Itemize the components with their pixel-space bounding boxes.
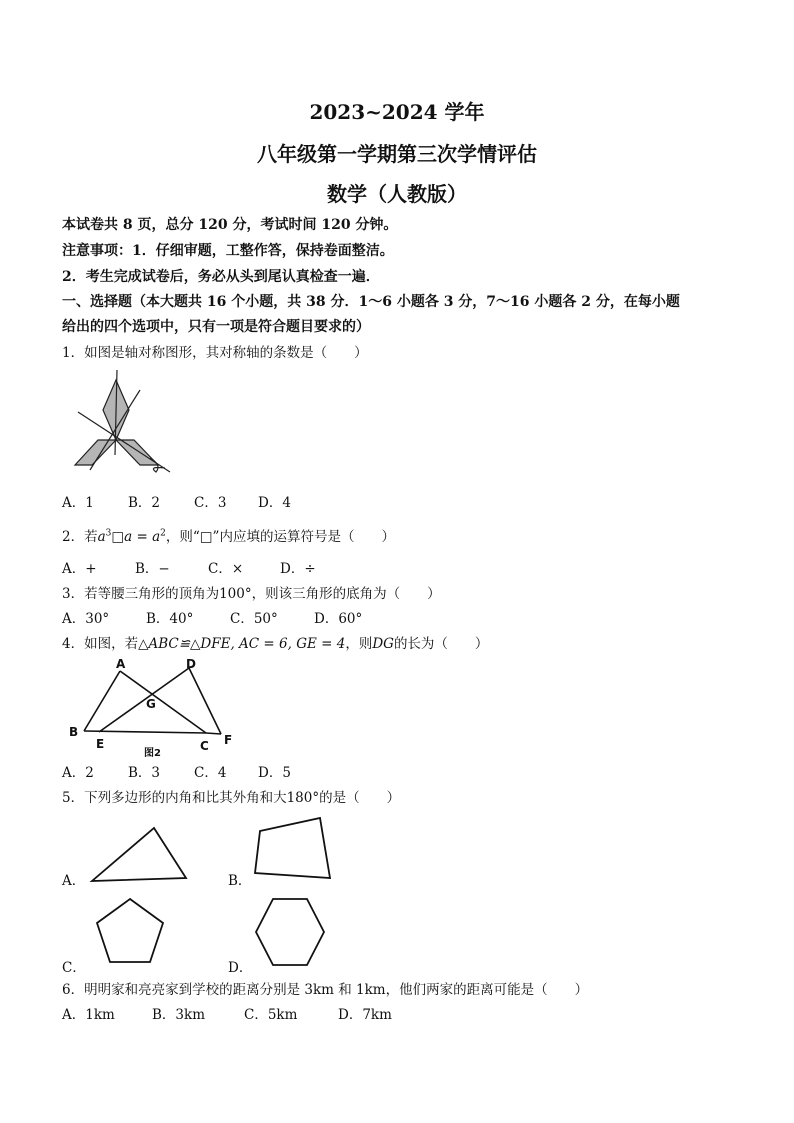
q5-stem: 5．下列多边形的内角和比其外角和大180°的是（ ） <box>62 790 401 806</box>
q1-option-c[interactable]: C．3 <box>194 495 227 511</box>
q1-option-b[interactable]: B．2 <box>128 495 161 511</box>
q4-label-g: G <box>146 697 156 711</box>
q4-option-c[interactable]: C．4 <box>194 765 227 781</box>
q4-stem-mid: ，则 <box>345 636 373 652</box>
q5-quadrilateral <box>250 816 335 884</box>
q4-stem <box>62 632 488 652</box>
q4-figure-caption: 图2 <box>144 748 161 759</box>
q2-expr-base: a <box>97 529 106 545</box>
q1-option-d[interactable]: D．4 <box>258 495 291 511</box>
q2-expr-box: □ <box>111 529 125 545</box>
q5-option-b[interactable]: B． <box>228 873 252 889</box>
notes-line-1: 本试卷共 8 页，总分 120 分，考试时间 120 分钟。 <box>62 217 398 233</box>
q2-option-a[interactable]: A．+ <box>62 561 97 577</box>
q6-stem: 6．明明家和亮亮家到学校的距离分别是 3km 和 1km，他们两家的距离可能是（ ） <box>62 982 589 998</box>
q4-stem-math: △ABC≌△DFE, AC = 6, GE = 4 <box>138 636 346 652</box>
q5-option-c[interactable]: C． <box>62 960 86 976</box>
q4-label-e: E <box>96 737 105 751</box>
q5-option-d[interactable]: D． <box>228 960 253 976</box>
q4-stem-suffix: 的长为（ ） <box>393 636 489 652</box>
q2-expr-exponent: 3 <box>105 528 112 539</box>
q3-option-b[interactable]: B．40° <box>146 611 194 627</box>
q2-stem-suffix: ，则“□”内应填的运算符号是（ ） <box>165 529 395 545</box>
q5-triangle <box>90 826 190 884</box>
q4-label-b: B <box>69 725 79 739</box>
q2-option-c[interactable]: C．× <box>208 561 244 577</box>
q5-pentagon <box>94 896 166 966</box>
q1-option-a[interactable]: A．1 <box>62 495 94 511</box>
q4-label-a: A <box>116 657 126 671</box>
q4-label-f: F <box>224 733 233 747</box>
q6-option-b[interactable]: B．3km <box>152 1007 205 1023</box>
q1-options <box>62 491 291 511</box>
q5-option-a[interactable]: A． <box>62 873 86 889</box>
q2-options <box>62 557 316 577</box>
q3-option-d[interactable]: D．60° <box>314 611 363 627</box>
q3-options <box>62 607 362 627</box>
q4-option-a[interactable]: A．2 <box>62 765 94 781</box>
q6-option-c[interactable]: C．5km <box>244 1007 298 1023</box>
q4-options <box>62 761 291 781</box>
q4-label-d: D <box>186 657 196 671</box>
notes-line-2: 注意事项：1．仔细审题，工整作答，保持卷面整洁。 <box>62 243 394 259</box>
exam-title: 八年级第一学期第三次学情评估 <box>257 142 537 166</box>
section-heading-line-2: 给出的四个选项中，只有一项是符合题目要求的） <box>62 319 370 335</box>
notes-line-3: 2．考生完成试卷后，务必从头到尾认真检查一遍． <box>62 269 380 285</box>
q1-right-rhombus <box>116 440 158 465</box>
q4-stem-math-2: DG <box>372 636 394 652</box>
q3-stem: 3．若等腰三角形的顶角为100°，则该三角形的底角为（ ） <box>62 586 441 602</box>
q4-option-b[interactable]: B．3 <box>128 765 161 781</box>
q6-options <box>62 1003 392 1023</box>
q6-option-a[interactable]: A．1km <box>62 1007 115 1023</box>
q4-stem-prefix: 4．如图，若 <box>62 636 139 652</box>
q4-option-d[interactable]: D．5 <box>258 765 291 781</box>
q2-option-b[interactable]: B．− <box>135 561 170 577</box>
q4-figure <box>64 656 244 759</box>
q2-stem-prefix: 2．若 <box>62 529 98 545</box>
q5-hexagon <box>252 896 328 968</box>
q6-option-d[interactable]: D．7km <box>338 1007 392 1023</box>
q3-option-a[interactable]: A．30° <box>62 611 110 627</box>
q1-figure <box>70 370 180 478</box>
q2-expr-mid: a = a <box>124 529 161 545</box>
section-heading-line-1: 一、选择题（本大题共 16 个小题，共 38 分．1～6 小题各 3 分，7～16 小题各 2 分，在每小题 <box>62 294 680 310</box>
q2-expr-exponent-2: 2 <box>160 528 166 539</box>
q2-option-d[interactable]: D．÷ <box>280 561 316 577</box>
q3-option-c[interactable]: C．50° <box>230 611 278 627</box>
exam-subject: 数学（人教版） <box>327 182 467 206</box>
q2-stem <box>62 525 395 545</box>
q1-stem: 1．如图是轴对称图形，其对称轴的条数是（ ） <box>62 345 368 361</box>
exam-year: 2023~2024 学年 <box>309 100 485 124</box>
q4-label-c: C <box>200 739 209 753</box>
